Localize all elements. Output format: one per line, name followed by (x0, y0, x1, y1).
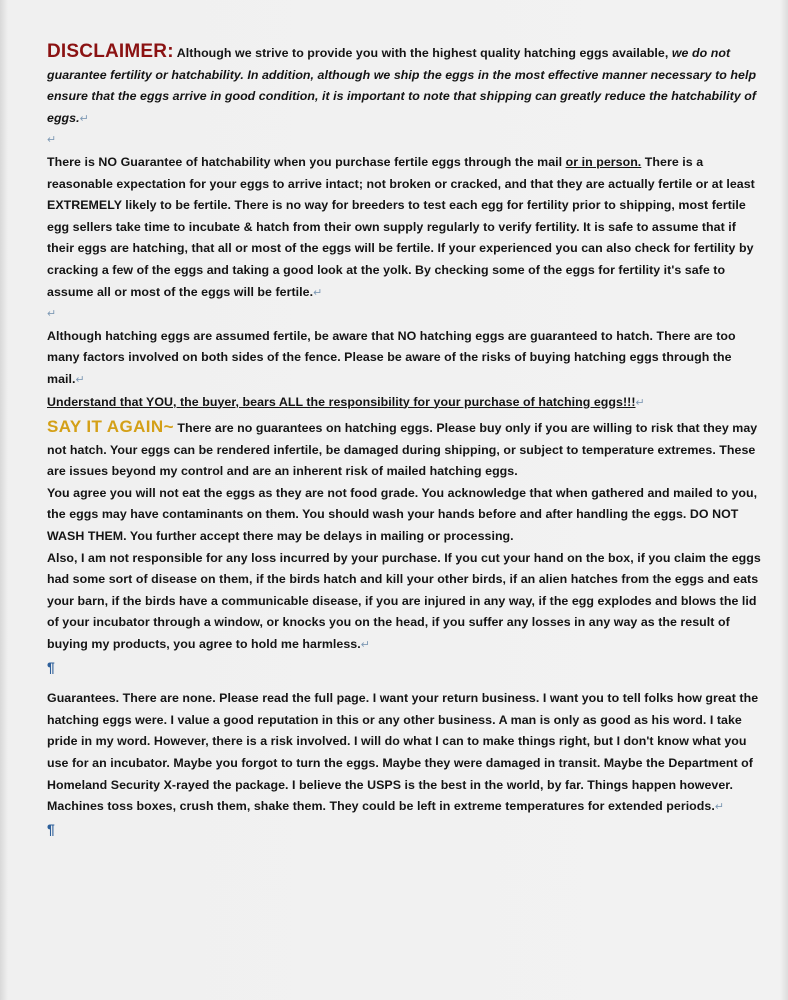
liability-paragraph (47, 548, 763, 657)
pilcrow-mark: ¶ (47, 658, 55, 675)
return-mark: ↵ (313, 286, 323, 299)
spacer (47, 679, 763, 688)
pilcrow-mark: ¶ (47, 820, 55, 837)
return-mark: ↵ (47, 134, 57, 147)
assumed-fertile-text: Although hatching eggs are assumed fertile, be aware that NO hatching eggs are guaranteed to hatch. There are too many factors involved on both sides of the fence. Please be aware of the risks of buying hatching eggs through the mail. (47, 328, 736, 386)
guarantees-text: Guarantees. There are none. Please read the full page. I want your return business. I want you to tell folks how great the hatching eggs were. I value a good reputation in this or any other business. A man is only as good as his word. I take pride in my word. However, there is a risk involved. I will do what I can to make things right, but I don't know what you use for an incubator. Maybe you forgot to turn the eggs. Maybe they were damaged in transit. Maybe the Department of Homeland Security X-rayed the package. I believe the USPS is the best in the world, by far. Things happen however. Machines toss boxes, crush them, shake them. They could be left in extreme temperatures for extended periods. (47, 691, 759, 814)
responsibility-text: Understand that YOU, the buyer, bears ALL the responsibility for your purchase of hatching eggs!!! (47, 394, 636, 409)
pilcrow-line (47, 657, 763, 680)
disclaimer-italic-text: we do not guarantee fertility or hatchability. In addition, although we ship the eggs in the most effective manner necessary to help ensure that the eggs arrive in good condition, it is important to note that shipping can greatly reduce the hatchability of eggs. (47, 46, 757, 125)
food-grade-paragraph (47, 483, 763, 548)
return-mark: ↵ (635, 396, 645, 409)
return-mark: ↵ (47, 308, 57, 321)
return-mark: ↵ (360, 639, 370, 652)
return-mark: ↵ (714, 801, 725, 814)
food-grade-text: You agree you will not eat the eggs as they are not food grade. You acknowledge that when gathered and mailed to you, the eggs may have contaminants on them. You should wash your hands before and after handling the eggs. DO NOT WASH THEM. You further accept there may be delays in mailing or processing. (47, 485, 758, 544)
document-body (47, 41, 763, 841)
disclaimer-paragraph (47, 41, 763, 130)
responsibility-line (47, 392, 763, 415)
no-guarantee-rest: There is a reasonable expectation for your eggs to arrive intact; not broken or cracked, and that they are actually fertile or at least EXTREMELY likely to be fertile. There is no way for breeders to test each egg for fertility prior to shipping, most fertile egg sellers take time to incubate & hatch from their own supply regularly to verify fertility. It is safe to assume that if their eggs are hatching, that all or most of the eggs will be fertile. If your experienced you can also check for fertility by cracking a few of the eggs and taking a good look at the yolk. By checking some of the eggs for fertility it's safe to assume all or most of the eggs will be fertile. (47, 154, 755, 299)
disclaimer-heading: DISCLAIMER: (47, 41, 174, 62)
no-guarantee-underlined: or in person. (565, 154, 642, 169)
say-again-paragraph (47, 416, 763, 483)
no-guarantee-paragraph (47, 152, 763, 304)
no-guarantee-start: There is NO Guarantee of hatchability when you purchase fertile eggs through the mail (47, 154, 566, 169)
guarantees-paragraph (47, 688, 763, 819)
liability-text: Also, I am not responsible for any loss incurred by your purchase. If you cut your hand on the box, if you claim the eggs had some sort of disease on them, if the birds hatch and kill your other birds, if an alien hatches from the eggs and eats your barn, if the birds have a communicable disease, if you are injured in any way, if the egg explodes and blows the lid of your incubator through a window, or knocks you on the head, if you suffer any losses in any way as the result of buying my products, you agree to hold me harmless. (47, 550, 761, 652)
pilcrow-line (47, 819, 763, 842)
say-again-text: There are no guarantees on hatching eggs. Please buy only if you are willing to risk that they may not hatch. Your eggs can be rendered infertile, be damaged during shipping, or subject to temperature extremes. These are issues beyond my control and are an inherent risk of mailed hatching eggs. (47, 421, 758, 479)
assumed-fertile-paragraph (47, 326, 763, 392)
return-mark: ↵ (79, 112, 89, 125)
return-mark: ↵ (75, 373, 85, 386)
say-again-heading: SAY IT AGAIN~ (47, 417, 174, 437)
disclaimer-lead: Although we strive to provide you with the highest quality hatching eggs available, (173, 46, 669, 60)
